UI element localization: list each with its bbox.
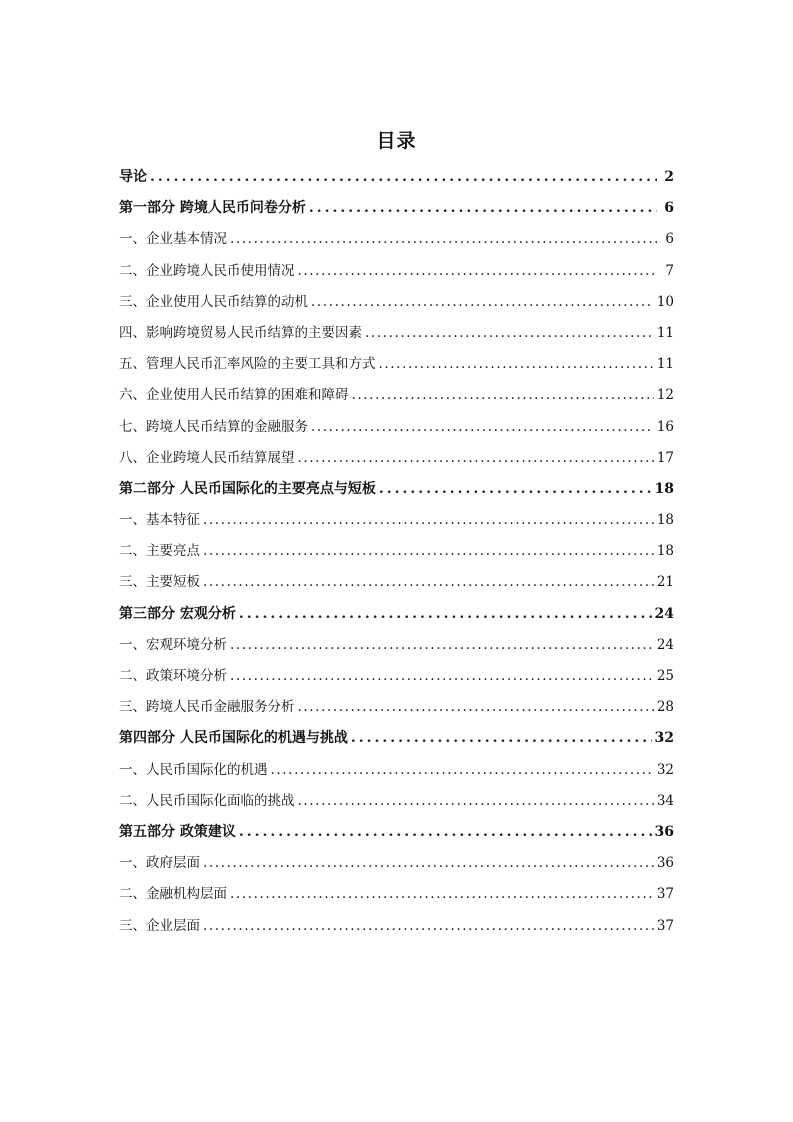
toc-entry-part-1-section-1[interactable]: [119, 224, 674, 255]
toc-dot-leader: [351, 723, 652, 754]
toc-dot-leader: [230, 630, 654, 661]
toc-entry-part-1-section-5[interactable]: [119, 349, 674, 380]
toc-entry-label: 一、政府层面: [119, 855, 200, 872]
toc-entry-part-2-section-2[interactable]: [119, 536, 674, 567]
toc-dot-leader: [239, 817, 652, 848]
toc-entry-label: 三、企业层面: [119, 917, 200, 934]
toc-entry-page: 10: [656, 293, 674, 310]
toc-entry-page: 18: [654, 480, 674, 497]
toc-entry-part-2[interactable]: [119, 474, 674, 505]
toc-dot-leader: [230, 879, 654, 910]
toc-entry-part-1-section-2[interactable]: [119, 256, 674, 287]
toc-dot-leader: [311, 412, 654, 443]
toc-dot-leader: [309, 193, 657, 224]
toc-entry-part-3-section-1[interactable]: [119, 630, 674, 661]
toc-list: [119, 162, 674, 942]
toc-entry-introduction[interactable]: [119, 162, 674, 193]
toc-dot-leader: [150, 162, 657, 193]
toc-entry-part-1-section-7[interactable]: [119, 412, 674, 443]
toc-entry-page: 7: [665, 262, 674, 279]
toc-entry-part-5[interactable]: [119, 817, 674, 848]
toc-entry-label: 二、金融机构层面: [119, 886, 227, 903]
toc-entry-page: 37: [656, 917, 674, 934]
toc-entry-page: 16: [656, 418, 674, 435]
toc-entry-part-4-section-2[interactable]: [119, 786, 674, 817]
toc-entry-label: 三、主要短板: [119, 574, 200, 591]
toc-entry-label: 一、基本特征: [119, 512, 200, 529]
toc-entry-label: 五、管理人民币汇率风险的主要工具和方式: [119, 356, 376, 373]
toc-dot-leader: [298, 786, 654, 817]
toc-entry-label: 二、政策环境分析: [119, 668, 227, 684]
toc-dot-leader: [230, 224, 657, 255]
toc-entry-label: 三、企业使用人民币结算的动机: [119, 293, 308, 310]
toc-entry-part-2-section-1[interactable]: [119, 505, 674, 536]
toc-dot-leader: [311, 287, 654, 318]
toc-entry-part-5-section-2[interactable]: [119, 879, 674, 910]
toc-entry-label: 第五部分 政策建议: [119, 823, 236, 840]
toc-entry-label: 六、企业使用人民币结算的困难和障碍: [119, 387, 349, 404]
toc-entry-label: 一、企业基本情况: [119, 231, 227, 248]
toc-entry-page: 32: [656, 761, 674, 778]
toc-entry-part-1-section-3[interactable]: [119, 287, 674, 318]
toc-entry-label: 第三部分 宏观分析: [119, 605, 236, 622]
toc-entry-part-5-section-3[interactable]: [119, 911, 674, 942]
toc-entry-page: 28: [656, 699, 674, 716]
toc-entry-part-1-section-8[interactable]: [119, 443, 674, 474]
toc-dot-leader: [203, 567, 654, 598]
toc-entry-label: 八、企业跨境人民币结算展望: [119, 449, 295, 466]
toc-entry-page: 6: [664, 200, 674, 217]
toc-entry-part-3-section-2[interactable]: [119, 661, 674, 692]
toc-entry-label: 第四部分 人民币国际化的机遇与挑战: [119, 730, 348, 747]
toc-dot-leader: [203, 505, 654, 536]
toc-dot-leader: [379, 349, 654, 380]
toc-entry-label: 七、跨境人民币结算的金融服务: [119, 418, 308, 435]
toc-entry-page: 36: [654, 823, 674, 840]
toc-entry-page: 24: [656, 636, 674, 653]
toc-entry-page: 25: [656, 668, 674, 684]
toc-entry-label: 第二部分 人民币国际化的主要亮点与短板: [119, 480, 376, 497]
toc-dot-leader: [298, 443, 654, 474]
toc-dot-leader: [271, 755, 654, 786]
toc-dot-leader: [203, 848, 654, 879]
toc-dot-leader: [239, 599, 652, 630]
toc-entry-label: 二、企业跨境人民币使用情况: [119, 262, 295, 279]
toc-entry-part-3-section-3[interactable]: [119, 692, 674, 723]
page-title: 目录: [376, 130, 417, 152]
toc-entry-label: 第一部分 跨境人民币问卷分析: [119, 200, 306, 217]
toc-entry-part-1-section-4[interactable]: [119, 318, 674, 349]
toc-entry-label: 一、宏观环境分析: [119, 636, 227, 653]
toc-entry-label: 四、影响跨境贸易人民币结算的主要因素: [119, 324, 362, 341]
toc-dot-leader: [379, 474, 652, 505]
toc-entry-page: 17: [656, 449, 674, 466]
toc-entry-label: 二、人民币国际化面临的挑战: [119, 792, 295, 809]
toc-dot-leader: [203, 911, 654, 942]
toc-entry-label: 三、跨境人民币金融服务分析: [119, 699, 295, 716]
toc-entry-page: 11: [656, 356, 674, 373]
toc-entry-page: 6: [665, 231, 674, 248]
toc-entry-part-1[interactable]: [119, 193, 674, 224]
toc-entry-page: 32: [654, 730, 674, 747]
toc-dot-leader: [365, 318, 654, 349]
toc-dot-leader: [298, 256, 658, 287]
toc-dot-leader: [203, 536, 654, 567]
toc-entry-part-4[interactable]: [119, 723, 674, 754]
toc-entry-page: 18: [656, 512, 674, 529]
toc-entry-label: 导论: [119, 169, 147, 185]
toc-entry-page: 2: [664, 169, 674, 185]
toc-entry-page: 24: [654, 605, 674, 622]
toc-entry-page: 12: [656, 387, 674, 404]
toc-entry-page: 37: [656, 886, 674, 903]
toc-dot-leader: [352, 380, 654, 411]
toc-entry-part-5-section-1[interactable]: [119, 848, 674, 879]
toc-entry-page: 34: [656, 792, 674, 809]
toc-dot-leader: [298, 692, 654, 723]
toc-entry-part-2-section-3[interactable]: [119, 567, 674, 598]
toc-dot-leader: [230, 661, 654, 692]
toc-entry-page: 36: [656, 855, 674, 872]
toc-entry-page: 21: [656, 574, 674, 591]
toc-entry-page: 18: [656, 543, 674, 560]
toc-entry-page: 11: [656, 324, 674, 341]
toc-entry-part-4-section-1[interactable]: [119, 755, 674, 786]
toc-entry-part-1-section-6[interactable]: [119, 380, 674, 411]
toc-entry-label: 二、主要亮点: [119, 543, 200, 560]
toc-entry-part-3[interactable]: [119, 599, 674, 630]
toc-entry-label: 一、人民币国际化的机遇: [119, 761, 268, 778]
